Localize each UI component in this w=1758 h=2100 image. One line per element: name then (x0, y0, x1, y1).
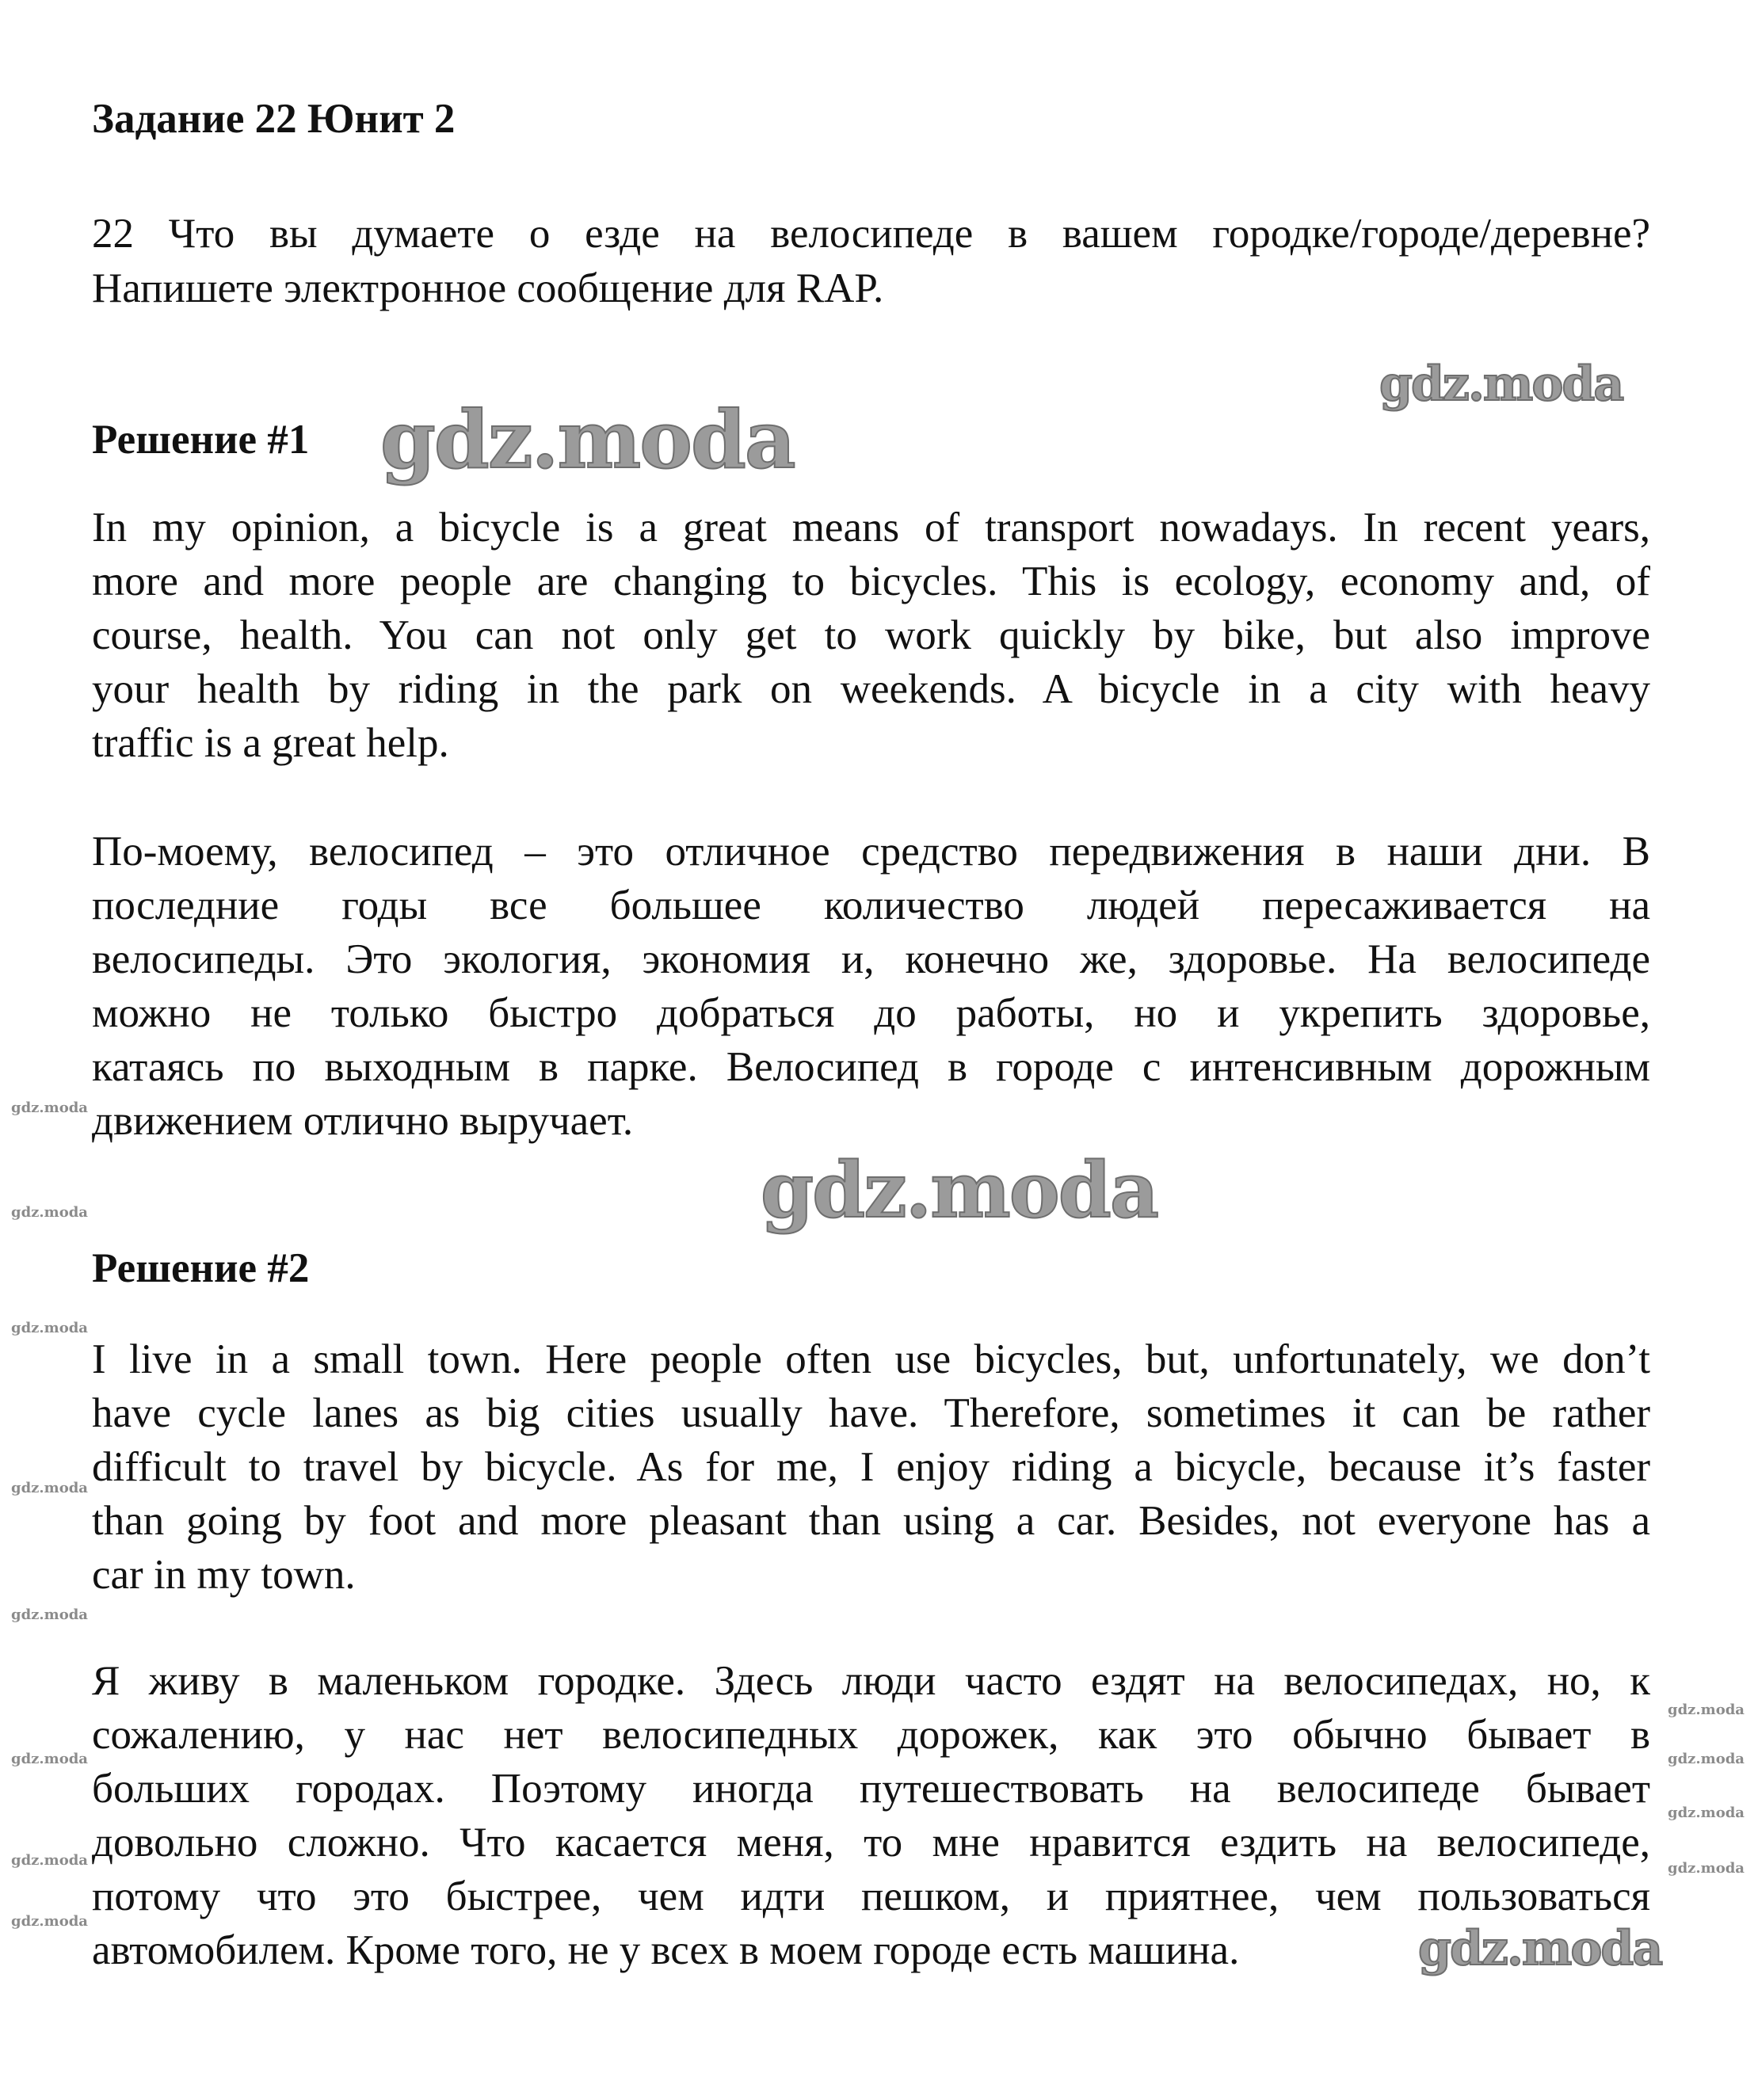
paragraph-line: По-моему, велосипед – это отличное средство передвижения в наши дни. В (92, 829, 1650, 875)
paragraph-line: больших городах. Поэтому иногда путешествовать на велосипеде бывает (92, 1766, 1650, 1812)
watermark: gdz.moda (11, 1100, 88, 1116)
task-line: Напишете электронное сообщение для RAP. (92, 265, 884, 311)
watermark: gdz.moda (11, 1751, 88, 1767)
watermark: gdz.moda (1379, 356, 1623, 412)
paragraph-line: автомобилем. Кроме того, не у всех в моем городе есть машина. (92, 1927, 1240, 1973)
watermark: gdz.moda (11, 1606, 88, 1623)
task-line: 22 Что вы думаете о езде на велосипеде в вашем городке/городе/деревне? (92, 211, 1650, 257)
watermark: gdz.moda (1668, 1860, 1745, 1877)
paragraph-line: than going by foot and more pleasant than using a car. Besides, not everyone has a (92, 1498, 1650, 1544)
paragraph-line: последние годы все большее количество людей пересаживается на (92, 882, 1650, 928)
watermark: gdz.moda (11, 1204, 88, 1221)
paragraph-line: велосипеды. Это экология, экономия и, конечно же, здоровье. На велосипеде (92, 936, 1650, 982)
watermark: gdz.moda (380, 393, 795, 486)
page-title: Задание 22 Юнит 2 (92, 96, 456, 142)
watermark: gdz.moda (1668, 1805, 1745, 1821)
paragraph-line: сожалению, у нас нет велосипедных дорожек, как это обычно бывает в (92, 1712, 1650, 1758)
paragraph-line: your health by riding in the park on weekends. A bicycle in a city with heavy (92, 666, 1650, 712)
watermark: gdz.moda (11, 1852, 88, 1869)
watermark: gdz.moda (11, 1480, 88, 1496)
solution-2-heading: Решение #2 (92, 1245, 310, 1291)
paragraph-line: In my opinion, a bicycle is a great means of transport nowadays. In recent years, (92, 505, 1650, 551)
paragraph-line: course, health. You can not only get to work quickly by bike, but also improve (92, 612, 1650, 658)
paragraph-line: I live in a small town. Here people often use bicycles, but, unfortunately, we don’t (92, 1336, 1650, 1382)
paragraph-line: потому что это быстрее, чем идти пешком, и приятнее, чем пользоваться (92, 1873, 1650, 1919)
paragraph-line: car in my town. (92, 1552, 356, 1598)
watermark: gdz.moda (1418, 1921, 1662, 1976)
paragraph-line: more and more people are changing to bicycles. This is ecology, economy and, of (92, 558, 1650, 604)
paragraph-line: Я живу в маленьком городке. Здесь люди часто ездят на велосипедах, но, к (92, 1658, 1650, 1704)
watermark: gdz.moda (11, 1913, 88, 1930)
paragraph-line: have cycle lanes as big cities usually have. Therefore, sometimes it can be rather (92, 1390, 1650, 1436)
watermark: gdz.moda (1668, 1702, 1745, 1718)
paragraph-line: difficult to travel by bicycle. As for me, I enjoy riding a bicycle, because it’s faster (92, 1444, 1650, 1490)
solution-1-heading: Решение #1 (92, 417, 310, 463)
watermark: gdz.moda (761, 1145, 1158, 1235)
paragraph-line: катаясь по выходным в парке. Велосипед в городе с интенсивным дорожным (92, 1044, 1650, 1090)
paragraph-line: движением отлично выручает. (92, 1098, 634, 1144)
paragraph-line: можно не только быстро добраться до работы, но и укрепить здоровье, (92, 990, 1650, 1036)
paragraph-line: traffic is a great help. (92, 720, 449, 766)
paragraph-line: довольно сложно. Что касается меня, то мне нравится ездить на велосипеде, (92, 1820, 1650, 1866)
watermark: gdz.moda (11, 1320, 88, 1336)
watermark: gdz.moda (1668, 1751, 1745, 1767)
